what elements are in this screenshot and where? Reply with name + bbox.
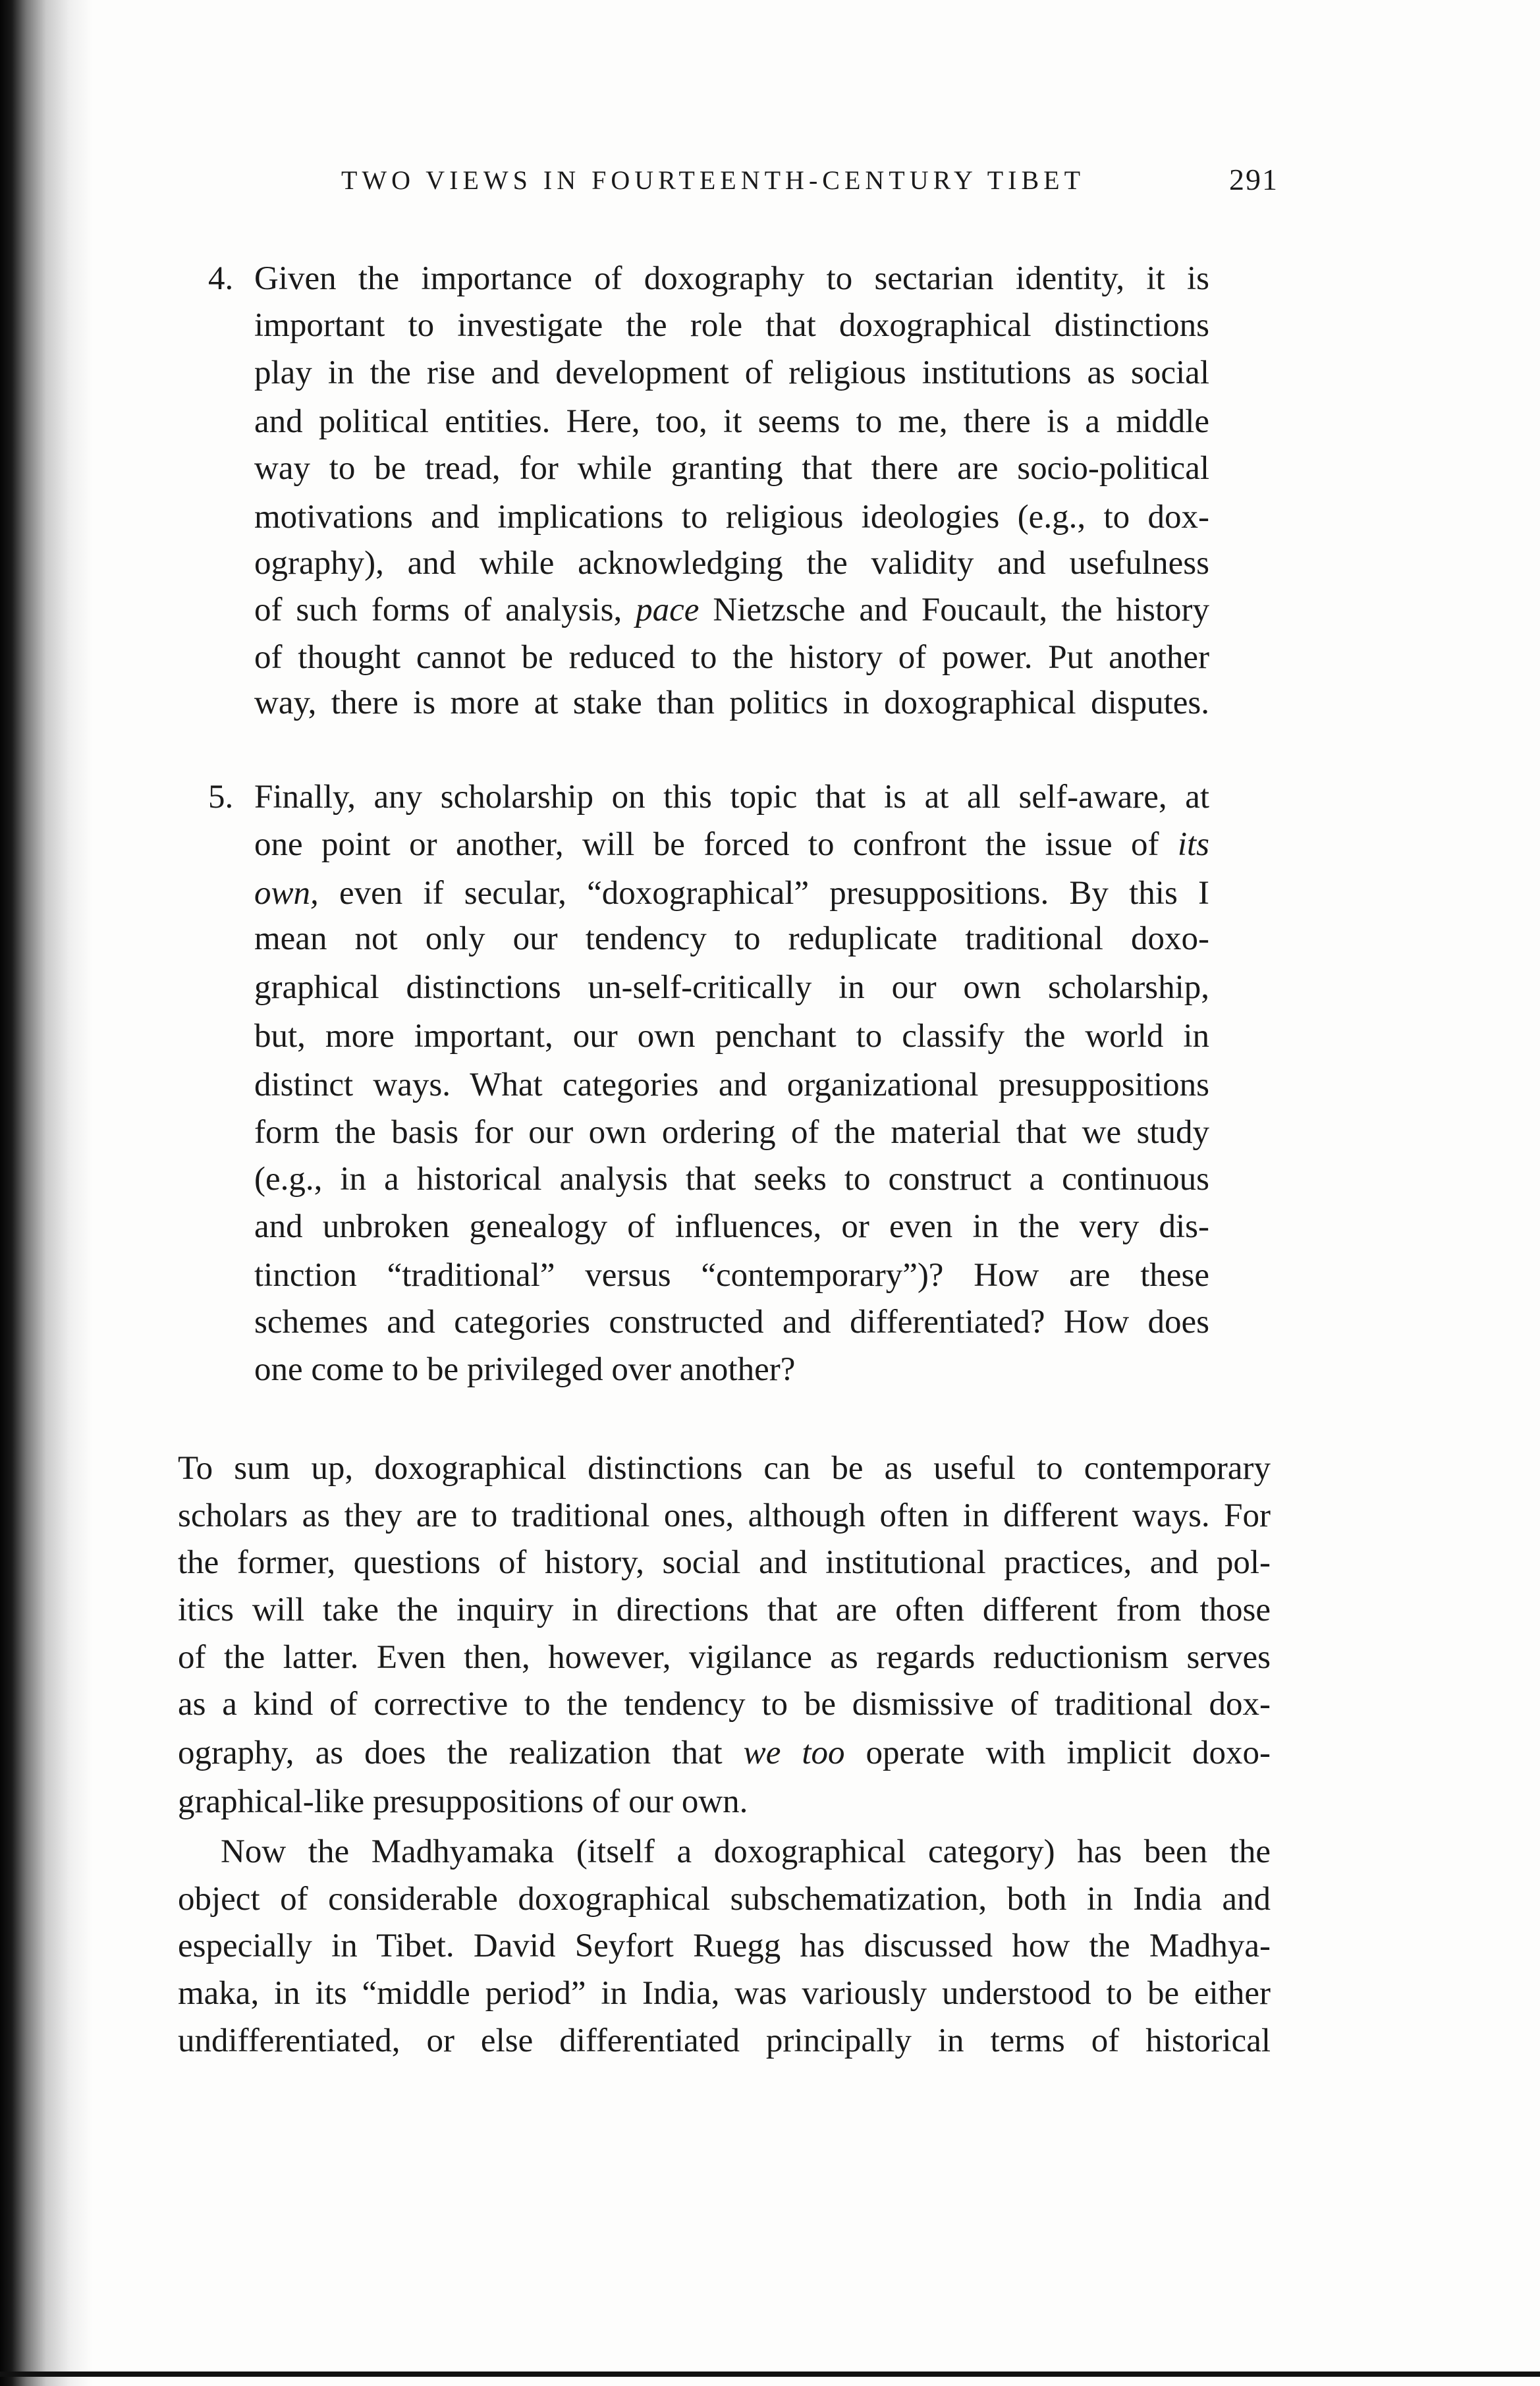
paragraph-line: the former, questions of history, social and institutional practices, and pol- [178, 1544, 1271, 1581]
text-run: even if secular, “doxographical” presuppositions. By this I [318, 875, 1209, 912]
list-item-line: graphical distinctions un-self-critically in our own scholarship, [254, 969, 1209, 1006]
text-run: of such forms of analysis, [254, 592, 636, 628]
list-item-line: one come to be privileged over another? [254, 1351, 796, 1388]
italic-text: own, [254, 875, 319, 912]
list-item-line [254, 869, 1209, 918]
list-item-line: mean not only our tendency to reduplicate traditional doxo- [254, 920, 1209, 957]
running-head: TWO VIEWS IN FOURTEENTH-CENTURY TIBET [341, 165, 1086, 195]
paragraph-line: of the latter. Even then, however, vigilance as regards reductionism serves [178, 1639, 1271, 1676]
text-run: operate with implicit doxo- [844, 1734, 1271, 1771]
list-item-line: and unbroken genealogy of influences, or even in the very dis- [254, 1208, 1209, 1245]
paragraph-line: graphical-like presuppositions of our own. [178, 1783, 748, 1820]
list-item-line: Given the importance of doxography to sectarian identity, it is [254, 260, 1209, 297]
list-item-line: way, there is more at stake than politics in doxographical disputes. [254, 684, 1209, 721]
list-item-line: Finally, any scholarship on this topic that is at all self-aware, at [254, 779, 1209, 816]
text-run: Nietzsche and Foucault, the history [699, 592, 1209, 628]
text-run: ography, as does the realization that [178, 1734, 744, 1771]
paragraph-line: undifferentiated, or else differentiated principally in terms of historical [178, 2022, 1271, 2059]
list-item-line: important to investigate the role that doxographical distinctions [254, 307, 1209, 344]
italic-text: pace [636, 592, 700, 628]
paragraph-line: object of considerable doxographical subschematization, both in India and [178, 1881, 1271, 1918]
list-item-line: (e.g., in a historical analysis that seeks to construct a continuous [254, 1161, 1209, 1198]
paragraph-line: as a kind of corrective to the tendency to be dismissive of traditional dox- [178, 1686, 1271, 1723]
paragraph-line: maka, in its “middle period” in India, was variously understood to be either [178, 1975, 1271, 2012]
list-item-line: form the basis for our own ordering of the material that we study [254, 1114, 1209, 1151]
list-item-line [254, 586, 1209, 634]
list-item-line: distinct ways. What categories and organizational presuppositions [254, 1067, 1209, 1103]
list-item-line: motivations and implications to religious ideologies (e.g., to dox- [254, 499, 1209, 536]
list-item-line: way to be tread, for while granting that there are socio-political [254, 450, 1209, 487]
scan-edge-rule [0, 2372, 1540, 2377]
paragraph-line [178, 1729, 1271, 1777]
list-number: 4. [208, 260, 234, 297]
list-item-line: ography), and while acknowledging the validity and usefulness [254, 545, 1209, 582]
list-item-line: and political entities. Here, too, it seems to me, there is a middle [254, 403, 1209, 440]
paragraph-line: Now the Madhyamaka (itself a doxographical category) has been the [221, 1833, 1271, 1870]
paragraph-line: especially in Tibet. David Seyfort Ruegg has discussed how the Madhya- [178, 1928, 1271, 1964]
list-item-line: tinction “traditional” versus “contemporary”)? How are these [254, 1257, 1209, 1294]
book-binding-shadow [0, 0, 92, 2386]
list-item-line: play in the rise and development of religious institutions as social [254, 354, 1209, 391]
paragraph-line: itics will take the inquiry in directions that are often different from those [178, 1592, 1271, 1628]
page-number: 291 [1229, 163, 1279, 196]
list-item-line: but, more important, our own penchant to classify the world in [254, 1018, 1209, 1055]
list-item-line [254, 820, 1209, 869]
list-number: 5. [208, 779, 234, 816]
italic-text: we too [743, 1734, 845, 1771]
list-item-line: schemes and categories constructed and differentiated? How does [254, 1304, 1209, 1341]
list-item-line: of thought cannot be reduced to the history of power. Put another [254, 639, 1209, 676]
text-run: one point or another, will be forced to confront the issue of [254, 826, 1178, 863]
paragraph-line: To sum up, doxographical distinctions can be as useful to contemporary [178, 1450, 1271, 1487]
italic-text: its [1177, 826, 1209, 863]
paragraph-line: scholars as they are to traditional ones, although often in different ways. For [178, 1497, 1271, 1534]
